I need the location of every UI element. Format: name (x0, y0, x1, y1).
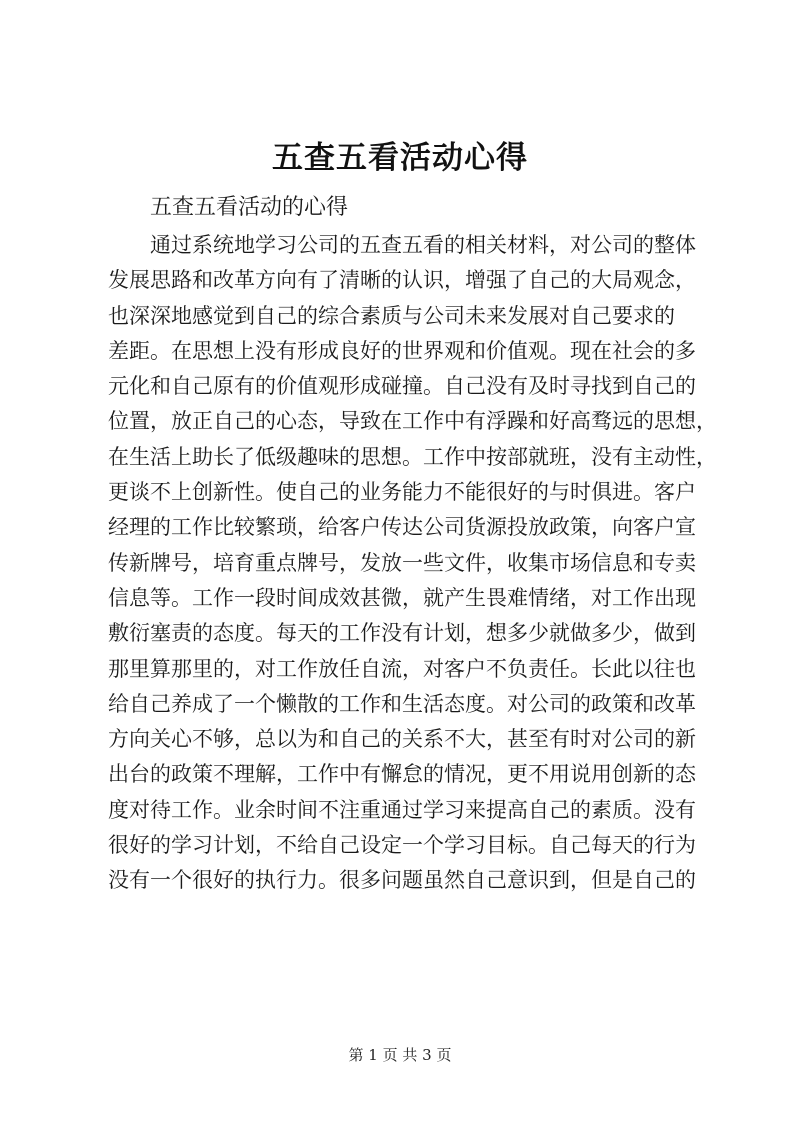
body-line: 传新牌号，培育重点牌号，发放一些文件，收集市场信息和专卖 (108, 550, 696, 575)
body-line: 出台的政策不理解，工作中有懈怠的情况，更不用说用创新的态 (108, 762, 696, 787)
body-line: 元化和自己原有的价值观形成碰撞。自己没有及时寻找到自己的 (108, 374, 696, 399)
body-line: 位置，放正自己的心态，导致在工作中有浮躁和好高骛远的思想， (108, 409, 717, 434)
page-footer: 第 1 页 共 3 页 (348, 1046, 452, 1064)
body-line: 没有一个很好的执行力。很多问题虽然自己意识到，但是自己的 (108, 868, 696, 893)
body-line: 更谈不上创新性。使自己的业务能力不能很好的与时俱进。客户 (108, 480, 696, 505)
document-subtitle: 五查五看活动的心得 (150, 195, 349, 220)
body-line: 差距。在思想上没有形成良好的世界观和价值观。现在社会的多 (108, 338, 696, 363)
body-line: 给自己养成了一个懒散的工作和生活态度。对公司的政策和改革 (108, 691, 696, 716)
body-line: 在生活上助长了低级趣味的思想。工作中按部就班，没有主动性， (108, 444, 717, 469)
body-line: 发展思路和改革方向有了清晰的认识，增强了自己的大局观念， (108, 268, 696, 293)
body-line: 很好的学习计划，不给自己设定一个学习目标。自己每天的行为 (108, 833, 696, 858)
body-line: 敷衍塞责的态度。每天的工作没有计划，想多少就做多少，做到 (108, 621, 696, 646)
body-line: 度对待工作。业余时间不注重通过学习来提高自己的素质。没有 (108, 797, 696, 822)
page-title: 五查五看活动心得 (272, 140, 528, 176)
body-line: 那里算那里的，对工作放任自流，对客户不负责任。长此以往也 (108, 656, 696, 681)
body-line: 通过系统地学习公司的五查五看的相关材料，对公司的整体 (150, 233, 696, 257)
body-line: 信息等。工作一段时间成效甚微，就产生畏难情绪，对工作出现 (108, 585, 696, 610)
body-line: 方向关心不够，总以为和自己的关系不大，甚至有时对公司的新 (108, 727, 696, 752)
document-body (108, 228, 718, 899)
body-line: 经理的工作比较繁琐，给客户传达公司货源投放政策，向客户宣 (108, 515, 696, 540)
body-line: 也深深地感觉到自己的综合素质与公司未来发展对自己要求的 (108, 303, 675, 328)
